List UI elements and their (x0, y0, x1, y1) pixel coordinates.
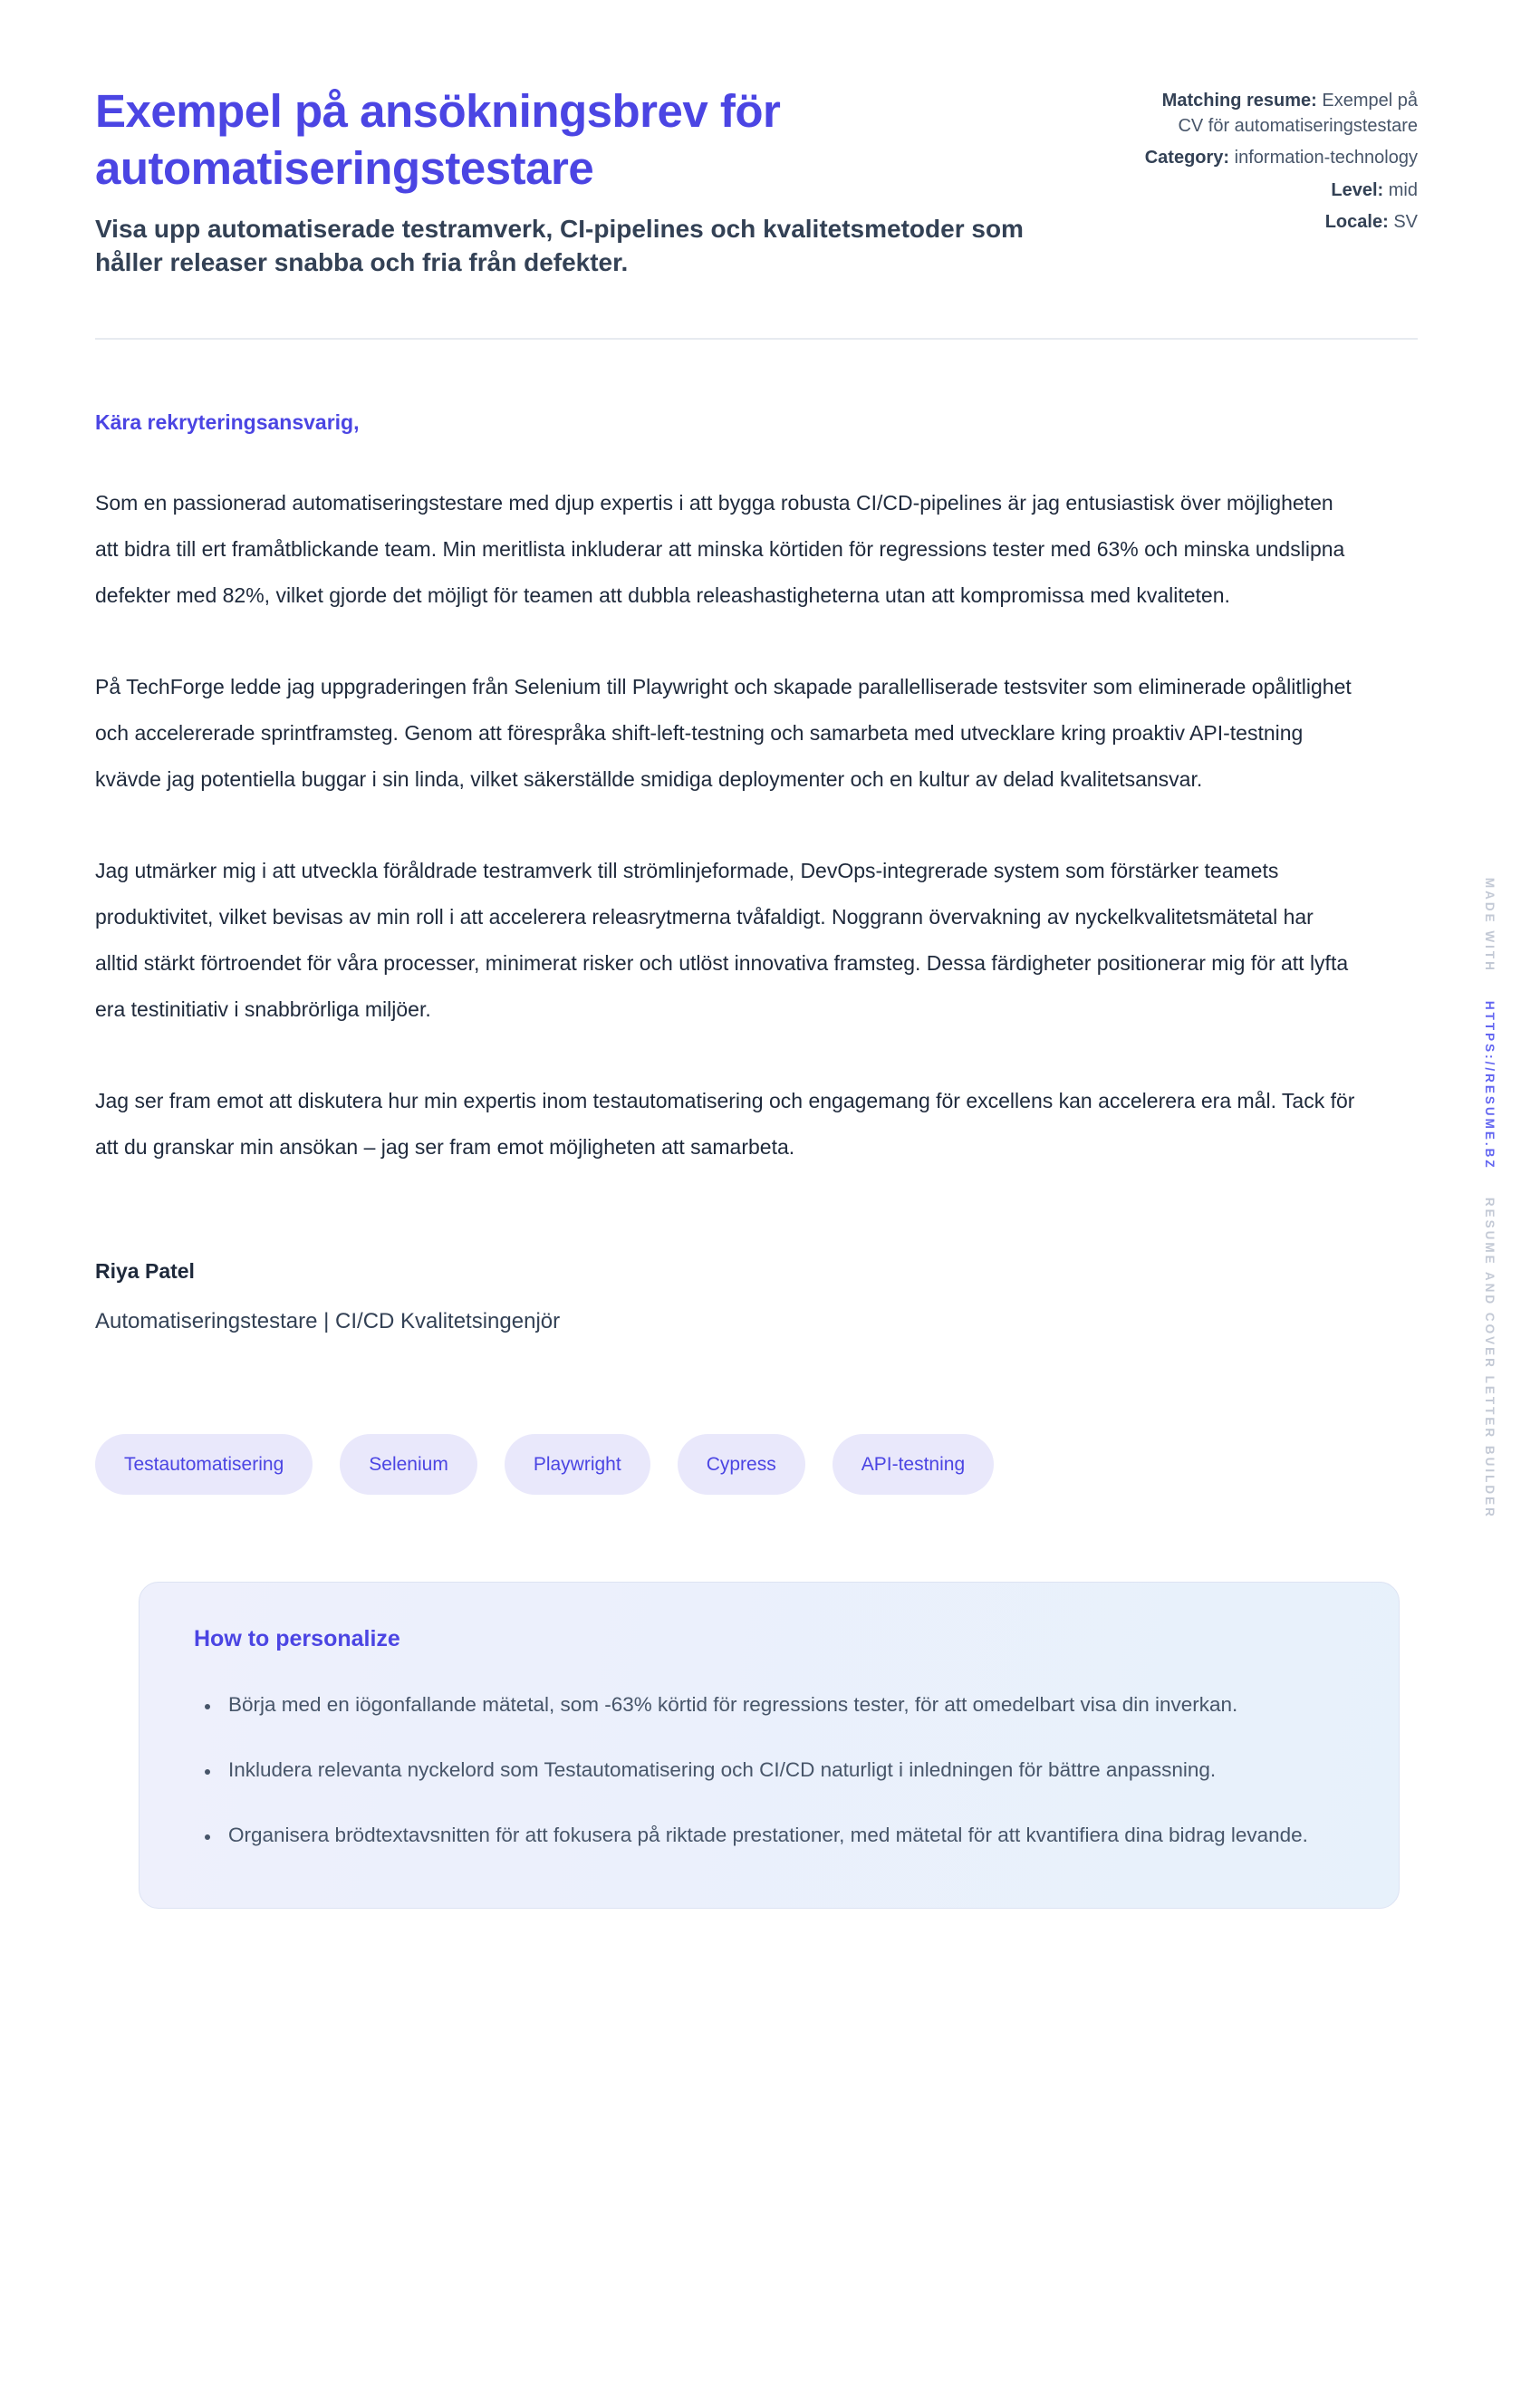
personalize-title: How to personalize (194, 1626, 400, 1652)
letter-paragraph-3: Jag utmärker mig i att utveckla föråldrade testramverk till strömlinjeformade, DevOps-integrerade system som förstärker teamets produktivitet, vilket bevisas av min roll i att accelerera releasrytmerna tvåfaldigt. Noggrann övervakning av nyckelkvalitetsmätetal har alltid stärkt förtroendet för våra processer, minimerat risker och utlöst innovativa framsteg. Dessa färdigheter positionerar mig för att lyfta era testinitiativ i snabbrörliga miljöer. (95, 859, 1349, 1022)
tag-pill-selenium[interactable]: Selenium (340, 1434, 477, 1495)
tip-item-3: • Organisera brödtextavsnitten för att fokusera på riktade prestationer, med mätetal för att kvantifiera dina bidrag levande. (221, 1815, 1344, 1855)
meta-locale (1137, 210, 1418, 236)
signature-role: Automatiseringstestare | CI/CD Kvalitetsingenjör (95, 1309, 561, 1334)
letter-body (95, 410, 1359, 1334)
page-title: Exempel på ansökningsbrev för automatiseringstestare (95, 85, 781, 194)
tip-item-2: • Inkludera relevanta nyckelord som Testautomatisering och CI/CD naturligt i inledningen för bättre anpassning. (221, 1750, 1344, 1790)
meta-matching-resume (1137, 89, 1418, 139)
greeting: Kära rekryteringsansvarig, (95, 410, 360, 435)
meta-panel (1137, 83, 1418, 243)
meta-value: SV (1393, 212, 1418, 233)
meta-label: Level: (1331, 179, 1384, 200)
meta-value: mid (1388, 179, 1418, 200)
tag-pill-playwright[interactable]: Playwright (505, 1434, 650, 1495)
letter-paragraph-4: Jag ser fram emot att diskutera hur min expertis inom testautomatisering och engagemang för excellens kan accelerera era mål. Tack för att du granskar min ansökan – jag ser fram emot möjligheten att samarbeta. (95, 1089, 1355, 1160)
signature-name: Riya Patel (95, 1259, 195, 1284)
divider (95, 338, 1418, 340)
letter-paragraph-1: Som en passionerad automatiseringstestare med djup expertis i att bygga robusta CI/CD-pipelines är jag entusiastisk över möjligheten att bidra till ert framåtblickande team. Min meritlista inkluderar att minska körtiden för regressions tester med 63% och minska undslipna defekter med 82%, vilket gjorde det möjligt för teamen att dubbla releashastigheterna utan att kompromissa med kvaliteten. (95, 491, 1345, 608)
letter-paragraph-2: På TechForge ledde jag uppgraderingen från Selenium till Playwright och skapade parallelliserade testsviter som eliminerade opålitlighet och accelererade sprintframsteg. Genom att förespråka shift-left-testning och samarbeta med utvecklare kring proaktiv API-testning kvävde jag potentiella buggar i sin linda, vilket säkerställde smidiga deploymenter och en kultur av delad kvalitetsansvar. (95, 675, 1352, 792)
tag-pill-api-testning[interactable]: API-testning (833, 1434, 994, 1495)
tag-pill-cypress[interactable]: Cypress (678, 1434, 805, 1495)
meta-value: Exempel på CV för automatiseringstestare (1178, 91, 1418, 136)
header-text-block (95, 83, 1037, 280)
watermark-prefix: MADE WITH (1483, 877, 1497, 973)
personalize-tip-list (194, 1685, 1344, 1855)
tip-item-1: • Börja med en iögonfallande mätetal, som -63% körtid för regressions tester, för att omedelbart visa din inverkan. (221, 1685, 1344, 1725)
meta-category (1137, 146, 1418, 171)
meta-label: Locale: (1324, 212, 1389, 233)
header (95, 83, 1418, 280)
personalize-card (139, 1582, 1400, 1909)
meta-label: Matching resume: (1161, 91, 1317, 111)
meta-level (1137, 178, 1418, 204)
watermark-suffix: RESUME AND COVER LETTER BUILDER (1483, 1198, 1497, 1520)
page-subtitle: Visa upp automatiserade testramverk, CI-pipelines och kvalitetsmetoder som håller releaser snabba och fria från defekter. (95, 215, 1024, 277)
tag-list (95, 1434, 1418, 1495)
watermark-link[interactable]: HTTPS://RESUME.BZ (1483, 1000, 1497, 1170)
meta-value: information-technology (1234, 148, 1418, 168)
made-with-watermark (1483, 867, 1497, 1530)
meta-label: Category: (1144, 148, 1230, 168)
tag-pill-testautomatisering[interactable]: Testautomatisering (95, 1434, 313, 1495)
